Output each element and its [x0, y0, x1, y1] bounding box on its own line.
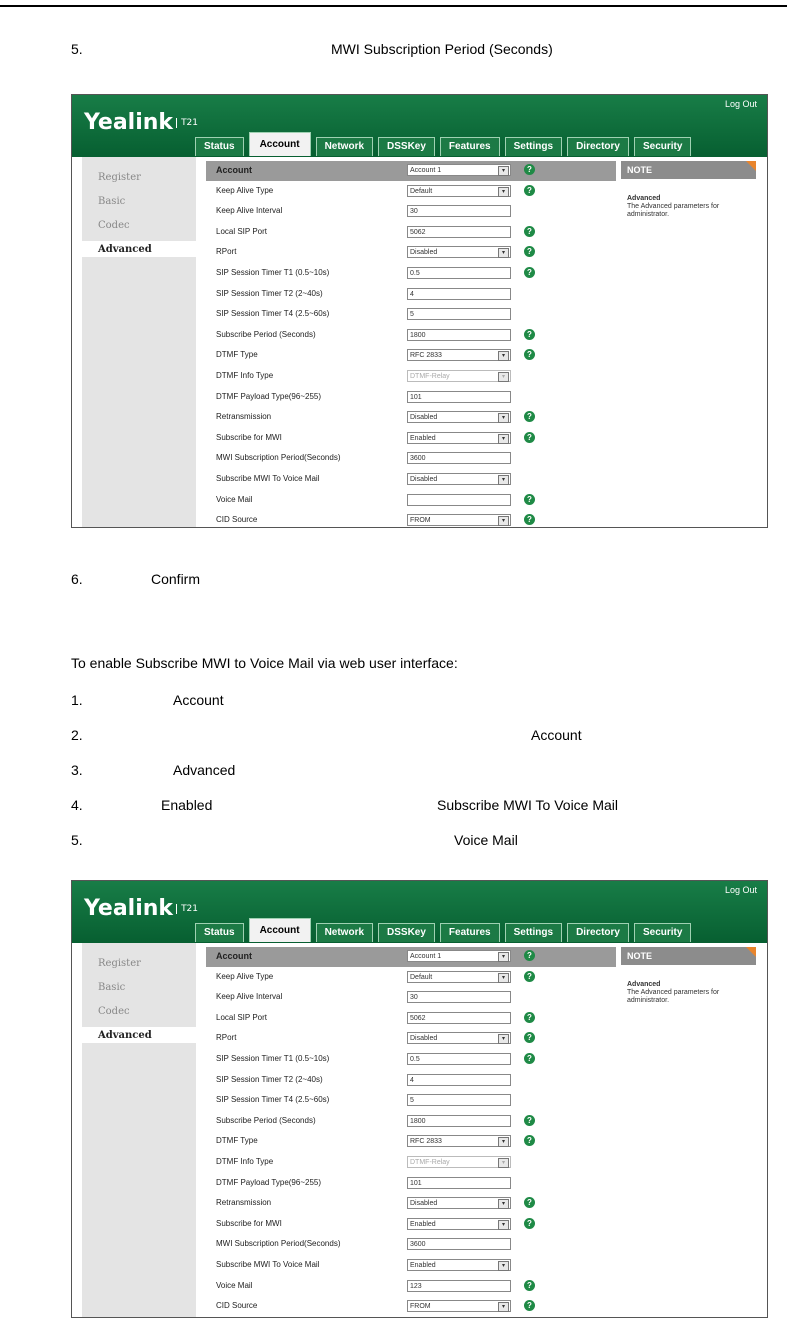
chevron-down-icon[interactable]: ▾: [498, 952, 509, 962]
help-icon[interactable]: ?: [524, 514, 535, 525]
chevron-down-icon[interactable]: ▾: [498, 1034, 509, 1044]
field-label: Subscribe for MWI: [216, 432, 282, 442]
help-icon[interactable]: ?: [524, 349, 535, 360]
form-row: [206, 947, 616, 967]
help-icon[interactable]: ?: [524, 1053, 535, 1064]
chevron-down-icon[interactable]: ▾: [498, 475, 509, 485]
field-value: Disabled: [410, 1200, 438, 1208]
field-label: Subscribe MWI To Voice Mail: [216, 1260, 320, 1269]
logo-text: Yealink: [84, 110, 174, 135]
yealink-logo: [84, 896, 198, 921]
chevron-down-icon[interactable]: ▾: [498, 434, 509, 444]
field-input[interactable]: [407, 205, 511, 217]
field-input[interactable]: [407, 329, 511, 341]
field-label: Local SIP Port: [216, 1012, 267, 1022]
field-value: Enabled: [410, 1262, 436, 1269]
step-1-number: 1.: [71, 692, 83, 708]
chevron-down-icon[interactable]: ▾: [498, 1199, 509, 1209]
field-input[interactable]: [407, 1012, 511, 1024]
help-icon[interactable]: ?: [524, 267, 535, 278]
help-icon[interactable]: ?: [524, 185, 535, 196]
chevron-down-icon[interactable]: ▾: [498, 248, 509, 258]
field-select[interactable]: [407, 1218, 511, 1230]
note-heading: Advanced: [627, 981, 661, 988]
sidebar-item-basic[interactable]: Basic: [98, 982, 126, 993]
help-icon[interactable]: ?: [524, 246, 535, 257]
field-label: RPort: [216, 1033, 237, 1043]
tab-account[interactable]: Account: [249, 918, 311, 942]
field-value: 101: [410, 393, 422, 401]
sidebar-item-advanced[interactable]: Advanced: [98, 244, 152, 255]
sidebar-item-register[interactable]: Register: [98, 958, 141, 969]
main-tabs: [195, 132, 696, 157]
step-4-number: 4.: [71, 797, 83, 813]
chevron-down-icon[interactable]: ▾: [498, 413, 509, 423]
tab-features[interactable]: Features: [440, 923, 500, 942]
sidebar: [82, 157, 196, 527]
field-value: DTMF-Relay: [410, 373, 450, 380]
logo-text: Yealink: [84, 896, 174, 921]
field-label: Retransmission: [216, 1198, 272, 1208]
settings-form: [206, 157, 616, 527]
field-label: MWI Subscription Period(Seconds): [216, 1239, 341, 1249]
field-input[interactable]: [407, 1238, 511, 1250]
form-row: [206, 1215, 616, 1235]
logout-link[interactable]: Log Out: [724, 885, 757, 895]
field-select[interactable]: [407, 432, 511, 444]
field-label: Account: [216, 165, 252, 175]
step-6-number: 6.: [71, 571, 83, 587]
field-label: SIP Session Timer T4 (2.5~60s): [216, 309, 330, 319]
field-input[interactable]: [407, 391, 511, 403]
field-value: FROM: [410, 1303, 431, 1311]
step-4-text-2: Subscribe MWI To Voice Mail: [437, 797, 619, 813]
field-select[interactable]: [407, 349, 511, 361]
field-label: DTMF Payload Type(96~255): [216, 1177, 322, 1187]
step-2-number: 2.: [71, 727, 83, 743]
field-select[interactable]: [407, 950, 511, 962]
field-value: 0.5: [410, 1056, 420, 1063]
form-row: [206, 470, 616, 490]
field-value: Disabled: [410, 476, 438, 483]
step-1-text: Account: [173, 692, 224, 708]
chevron-down-icon[interactable]: ▾: [498, 351, 509, 361]
step-5-b-number: 5.: [71, 832, 83, 848]
help-icon[interactable]: ?: [524, 950, 535, 961]
field-label: CID Source: [216, 515, 258, 525]
field-value: 4: [410, 1076, 414, 1084]
help-icon[interactable]: ?: [524, 1115, 535, 1126]
form-row: [206, 988, 616, 1008]
field-value: 1800: [410, 331, 426, 339]
field-select[interactable]: [407, 164, 511, 176]
field-input[interactable]: [407, 1280, 511, 1292]
field-label: DTMF Info Type: [216, 1157, 274, 1166]
form-row: [206, 1297, 616, 1317]
tab-directory[interactable]: Directory: [567, 923, 629, 942]
form-row: [206, 243, 616, 263]
form-row: [206, 1153, 616, 1173]
field-value: 3600: [410, 455, 426, 463]
field-input[interactable]: [407, 991, 511, 1003]
field-label: SIP Session Timer T2 (2~40s): [216, 288, 323, 298]
field-value: DTMF-Relay: [410, 1159, 450, 1166]
form-row: [206, 449, 616, 469]
note-corner-icon: [746, 161, 756, 171]
tab-network[interactable]: Network: [316, 137, 373, 156]
field-value: 101: [410, 1179, 422, 1187]
field-label: Account: [216, 951, 252, 961]
page-top-rule: [0, 5, 787, 7]
form-row: [206, 408, 616, 428]
form-row: [206, 1091, 616, 1111]
field-value: 4: [410, 290, 414, 298]
model-label: T21: [176, 904, 198, 914]
form-row: [206, 1071, 616, 1091]
step-2-text: Account: [531, 727, 582, 743]
help-icon[interactable]: ?: [524, 226, 535, 237]
form-row: [206, 346, 616, 366]
field-label: Voice Mail: [216, 1280, 253, 1290]
field-value: Enabled: [410, 1220, 436, 1228]
form-row: [206, 1256, 616, 1276]
logout-link[interactable]: Log Out: [724, 99, 757, 109]
field-value: 0.5: [410, 270, 420, 277]
field-label: DTMF Payload Type(96~255): [216, 391, 322, 401]
field-input[interactable]: [407, 1053, 511, 1065]
field-input[interactable]: [407, 494, 511, 506]
field-value: RFC 2833: [410, 352, 442, 360]
sidebar: [82, 943, 196, 1317]
yealink-logo: [84, 110, 198, 135]
form-row: [206, 223, 616, 243]
procedure-heading: To enable Subscribe MWI to Voice Mail via web user interface:: [71, 655, 458, 671]
tab-features[interactable]: Features: [440, 137, 500, 156]
form-row: [206, 161, 616, 181]
screenshot-after: [71, 880, 768, 1318]
screenshot-before: [71, 94, 768, 528]
chevron-down-icon[interactable]: ▾: [498, 973, 509, 983]
note-panel: [621, 943, 756, 1058]
settings-form: [206, 943, 616, 1317]
field-select[interactable]: [407, 1197, 511, 1209]
field-value: RFC 2833: [410, 1138, 442, 1146]
chevron-down-icon[interactable]: ▾: [498, 1158, 509, 1168]
field-select[interactable]: [407, 1135, 511, 1147]
chevron-down-icon[interactable]: ▾: [498, 166, 509, 176]
chevron-down-icon[interactable]: ▾: [498, 516, 509, 526]
field-input[interactable]: [407, 1074, 511, 1086]
form-row: [206, 182, 616, 202]
field-label: DTMF Type: [216, 350, 258, 360]
tab-directory[interactable]: Directory: [567, 137, 629, 156]
tab-security[interactable]: Security: [634, 923, 691, 942]
field-select[interactable]: [407, 246, 511, 258]
field-value: 5062: [410, 228, 426, 236]
note-text: The Advanced parameters for administrator.: [627, 989, 720, 1004]
chevron-down-icon[interactable]: ▾: [498, 1302, 509, 1312]
field-label: Keep Alive Interval: [216, 992, 283, 1002]
form-row: [206, 367, 616, 387]
help-icon[interactable]: ?: [524, 1300, 535, 1311]
help-icon[interactable]: ?: [524, 494, 535, 505]
form-row: [206, 1194, 616, 1214]
note-title: NOTE: [621, 161, 756, 179]
field-value: Disabled: [410, 414, 438, 422]
help-icon[interactable]: ?: [524, 971, 535, 982]
help-icon[interactable]: ?: [524, 1135, 535, 1146]
chevron-down-icon[interactable]: ▾: [498, 1137, 509, 1147]
field-value: Default: [410, 187, 433, 195]
sidebar-item-advanced[interactable]: Advanced: [98, 1030, 152, 1041]
step-4-text: Enabled: [161, 797, 213, 813]
field-select[interactable]: [407, 1300, 511, 1312]
help-icon[interactable]: ?: [524, 1012, 535, 1023]
field-select[interactable]: [407, 1156, 511, 1168]
form-row: [206, 1132, 616, 1152]
help-icon[interactable]: ?: [524, 1032, 535, 1043]
field-value: 3600: [410, 1241, 426, 1249]
help-icon[interactable]: ?: [524, 164, 535, 175]
field-input[interactable]: [407, 1177, 511, 1189]
field-label: RPort: [216, 247, 237, 257]
form-row: [206, 429, 616, 449]
form-row: [206, 285, 616, 305]
field-value: 1800: [410, 1117, 426, 1125]
field-label: DTMF Type: [216, 1136, 258, 1146]
field-input[interactable]: [407, 452, 511, 464]
field-label: SIP Session Timer T1 (0.5~10s): [216, 1054, 330, 1063]
field-select[interactable]: [407, 971, 511, 983]
model-label: T21: [176, 118, 198, 128]
field-label: DTMF Info Type: [216, 371, 274, 380]
form-row: [206, 264, 616, 284]
form-row: [206, 1050, 616, 1070]
form-row: [206, 202, 616, 222]
tab-account[interactable]: Account: [249, 132, 311, 156]
tab-settings[interactable]: Settings: [505, 137, 562, 156]
form-row: [206, 1277, 616, 1297]
field-label: Subscribe Period (Seconds): [216, 1115, 316, 1125]
field-label: Subscribe Period (Seconds): [216, 329, 316, 339]
field-label: SIP Session Timer T1 (0.5~10s): [216, 268, 330, 277]
field-label: Retransmission: [216, 412, 272, 422]
field-select[interactable]: [407, 473, 511, 485]
field-select[interactable]: [407, 411, 511, 423]
step-5-text: MWI Subscription Period (Seconds): [331, 41, 553, 57]
field-select[interactable]: [407, 1032, 511, 1044]
note-corner-icon: [746, 947, 756, 957]
chevron-down-icon[interactable]: ▾: [498, 187, 509, 197]
tab-status[interactable]: Status: [195, 923, 244, 942]
note-title: NOTE: [621, 947, 756, 965]
field-value: 5062: [410, 1014, 426, 1022]
main-tabs: [195, 918, 696, 943]
chevron-down-icon[interactable]: ▾: [498, 372, 509, 382]
field-input[interactable]: [407, 288, 511, 300]
field-value: Disabled: [410, 249, 438, 257]
tab-network[interactable]: Network: [316, 923, 373, 942]
step-5-b-text: Voice Mail: [454, 832, 518, 848]
field-value: 5: [410, 311, 414, 319]
sidebar-item-basic[interactable]: Basic: [98, 196, 126, 207]
step-6-text: Confirm: [151, 571, 201, 587]
field-input[interactable]: [407, 267, 511, 279]
field-value: 5: [410, 1097, 414, 1105]
field-label: Keep Alive Interval: [216, 206, 283, 216]
field-value: Disabled: [410, 1035, 438, 1043]
field-label: SIP Session Timer T4 (2.5~60s): [216, 1095, 330, 1105]
sidebar-item-register[interactable]: Register: [98, 172, 141, 183]
field-value: 30: [410, 208, 418, 216]
field-label: Subscribe for MWI: [216, 1218, 282, 1228]
field-select[interactable]: [407, 185, 511, 197]
tab-dsskey[interactable]: DSSKey: [378, 923, 435, 942]
field-label: MWI Subscription Period(Seconds): [216, 453, 341, 463]
field-select[interactable]: [407, 514, 511, 526]
field-select[interactable]: [407, 1259, 511, 1271]
field-label: Keep Alive Type: [216, 185, 274, 195]
yealink-header: [72, 95, 767, 157]
field-select[interactable]: [407, 370, 511, 382]
help-icon[interactable]: ?: [524, 1197, 535, 1208]
help-icon[interactable]: ?: [524, 1280, 535, 1291]
field-input[interactable]: [407, 1094, 511, 1106]
sidebar-item-codec[interactable]: Codec: [98, 1006, 130, 1017]
form-row: [206, 1174, 616, 1194]
field-label: Voice Mail: [216, 494, 253, 504]
field-value: Account 1: [410, 167, 442, 174]
field-value: 30: [410, 994, 418, 1002]
help-icon[interactable]: ?: [524, 411, 535, 422]
field-input[interactable]: [407, 308, 511, 320]
form-row: [206, 1029, 616, 1049]
field-label: Local SIP Port: [216, 226, 267, 236]
tab-dsskey[interactable]: DSSKey: [378, 137, 435, 156]
tab-security[interactable]: Security: [634, 137, 691, 156]
chevron-down-icon[interactable]: ▾: [498, 1220, 509, 1230]
field-value: 123: [410, 1282, 422, 1290]
help-icon[interactable]: ?: [524, 432, 535, 443]
form-row: [206, 1112, 616, 1132]
field-label: Keep Alive Type: [216, 971, 274, 981]
form-row: [206, 1009, 616, 1029]
note-text: The Advanced parameters for administrator.: [627, 203, 720, 218]
tab-settings[interactable]: Settings: [505, 923, 562, 942]
field-value: Enabled: [410, 434, 436, 442]
help-icon[interactable]: ?: [524, 329, 535, 340]
yealink-header: [72, 881, 767, 943]
step-3-number: 3.: [71, 762, 83, 778]
field-value: Account 1: [410, 953, 442, 960]
note-body: [627, 195, 756, 219]
help-icon[interactable]: ?: [524, 1218, 535, 1229]
form-row: [206, 968, 616, 988]
field-label: Subscribe MWI To Voice Mail: [216, 474, 320, 483]
field-input[interactable]: [407, 1115, 511, 1127]
field-value: Default: [410, 973, 433, 981]
chevron-down-icon[interactable]: ▾: [498, 1261, 509, 1271]
form-row: [206, 326, 616, 346]
form-row: [206, 305, 616, 325]
form-row: [206, 388, 616, 408]
tab-status[interactable]: Status: [195, 137, 244, 156]
field-input[interactable]: [407, 226, 511, 238]
field-value: FROM: [410, 517, 431, 525]
form-row: [206, 511, 616, 528]
note-heading: Advanced: [627, 195, 661, 202]
form-row: [206, 491, 616, 511]
note-body: [627, 981, 756, 1005]
step-3-text: Advanced: [173, 762, 236, 778]
sidebar-item-codec[interactable]: Codec: [98, 220, 130, 231]
note-panel: [621, 157, 756, 272]
field-label: CID Source: [216, 1301, 258, 1311]
field-label: SIP Session Timer T2 (2~40s): [216, 1074, 323, 1084]
step-5-number: 5.: [71, 41, 83, 57]
form-row: [206, 1235, 616, 1255]
